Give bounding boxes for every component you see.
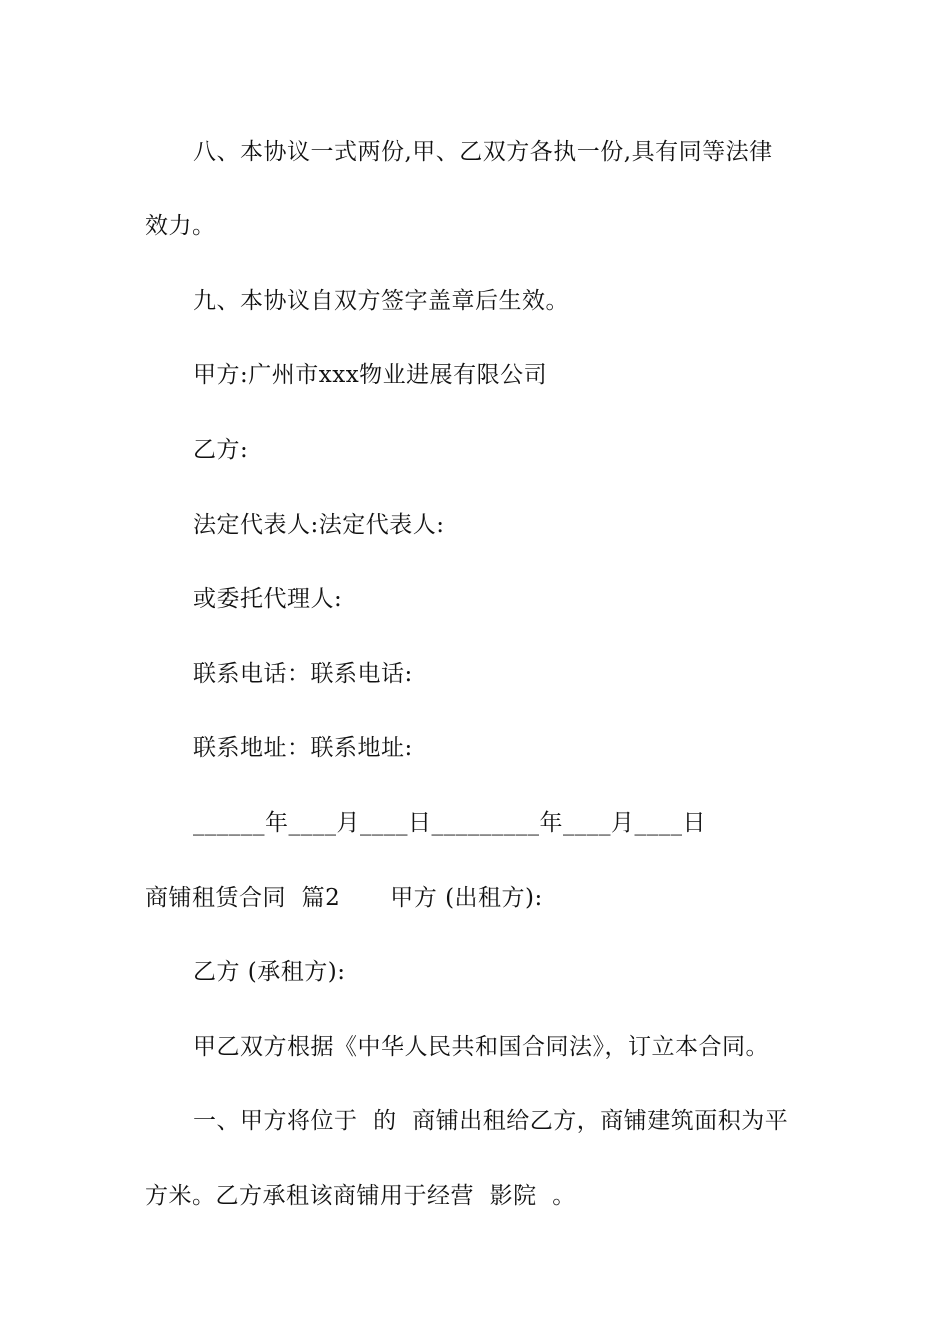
clause-1-line: 一、甲方将位于 的 商铺出租给乙方，商铺建筑面积为平 [193,1108,789,1134]
party-b-line: 乙方: [193,437,249,463]
contact-phone-line: 联系电话：联系电话: [193,661,413,687]
clause-1-continued: 方米。乙方承租该商铺用于经营 影院 。 [145,1183,576,1209]
paragraph-clause-8: 八、本协议一式两份,甲、乙双方各执一份,具有同等法律 [193,139,773,165]
contact-address-line: 联系地址：联系地址: [193,735,413,761]
lessee-line: 乙方 (承租方): [193,959,346,985]
paragraph-clause-9: 九、本协议自双方签字盖章后生效。 [193,288,569,314]
contract-heading-line [145,883,543,913]
party-a-line: 甲方:广州市xxx物业进展有限公司 [193,362,548,388]
contract-party-a: 甲方 (出租方): [390,885,543,911]
authorized-agent-line: 或委托代理人: [193,586,343,612]
contract-basis-line: 甲乙双方根据《中华人民共和国合同法》，订立本合同。 [193,1034,769,1060]
contract-title: 商铺租赁合同 篇2 [145,885,341,911]
legal-representative-line: 法定代表人:法定代表人: [193,512,445,538]
date-line: ______年____月____日_________年____月____日 [193,810,706,836]
paragraph-clause-8-continued: 效力。 [145,213,216,239]
